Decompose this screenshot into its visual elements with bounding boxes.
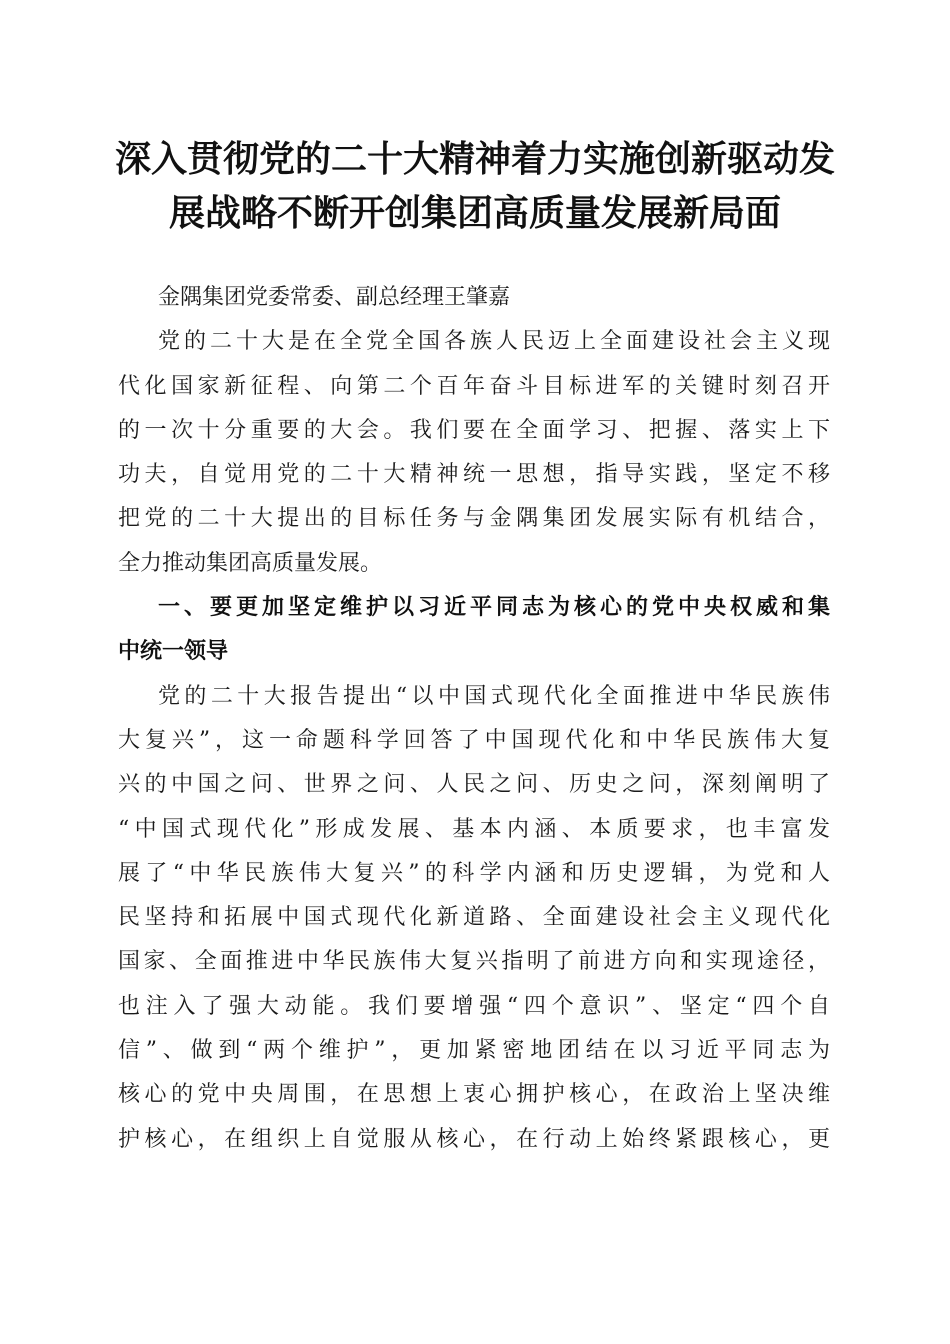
intro-line-5: 把党的二十大提出的目标任务与金隅集团发展实际有机结合， bbox=[118, 506, 830, 532]
section-1-line-11: 护核心，在组织上自觉服从核心，在行动上始终紧跟核心，更 bbox=[118, 1126, 830, 1152]
section-1-paragraph bbox=[118, 675, 830, 1162]
section-1-line-7: 国家、全面推进中华民族伟大复兴指明了前进方向和实现途径， bbox=[118, 949, 830, 975]
intro-line-3: 的一次十分重要的大会。我们要在全面学习、把握、落实上下 bbox=[118, 417, 830, 443]
title-line-2: 展战略不断开创集团高质量发展新局面 bbox=[168, 192, 781, 234]
intro-line-4: 功夫，自觉用党的二十大精神统一思想，指导实践，坚定不移 bbox=[118, 462, 830, 488]
author-line: 金隅集团党委常委、副总经理王肇嘉 bbox=[158, 285, 511, 310]
section-1-line-4: “中国式现代化”形成发展、基本内涵、本质要求，也丰富发 bbox=[118, 816, 830, 842]
section-1-line-2: 大复兴”，这一命题科学回答了中国现代化和中华民族伟大复 bbox=[118, 727, 830, 753]
section-1-line-10: 核心的党中央周围，在思想上衷心拥护核心，在政治上坚决维 bbox=[118, 1082, 830, 1108]
section-1-line-3: 兴的中国之问、世界之问、人民之问、历史之问，深刻阐明了 bbox=[118, 772, 830, 798]
section-1-line-1: 党的二十大报告提出“以中国式现代化全面推进中华民族伟 bbox=[158, 683, 830, 709]
document-body bbox=[118, 276, 830, 1162]
section-1-line-8: 也注入了强大动能。我们要增强“四个意识”、坚定“四个自 bbox=[118, 993, 830, 1019]
section-1-line-5: 展了“中华民族伟大复兴”的科学内涵和历史逻辑，为党和人 bbox=[118, 860, 830, 886]
intro-line-2: 代化国家新征程、向第二个百年奋斗目标进军的关键时刻召开 bbox=[118, 373, 830, 399]
intro-line-6: 全力推动集团高质量发展。 bbox=[118, 550, 383, 576]
intro-paragraph bbox=[118, 320, 830, 586]
title-line-1: 深入贯彻党的二十大精神着力实施创新驱动发 bbox=[114, 138, 835, 180]
section-1-heading-line-2: 中统一领导 bbox=[118, 639, 229, 665]
section-1-line-6: 民坚持和拓展中国式现代化新道路、全面建设社会主义现代化 bbox=[118, 905, 830, 931]
section-1-line-9: 信”、做到“两个维护”，更加紧密地团结在以习近平同志为 bbox=[118, 1038, 830, 1064]
section-1-heading bbox=[118, 586, 830, 675]
section-1-heading-line-1: 一、要更加坚定维护以习近平同志为核心的党中央权威和集 bbox=[158, 595, 830, 621]
intro-line-1: 党的二十大是在全党全国各族人民迈上全面建设社会主义现 bbox=[158, 329, 830, 355]
document-title bbox=[100, 132, 850, 240]
